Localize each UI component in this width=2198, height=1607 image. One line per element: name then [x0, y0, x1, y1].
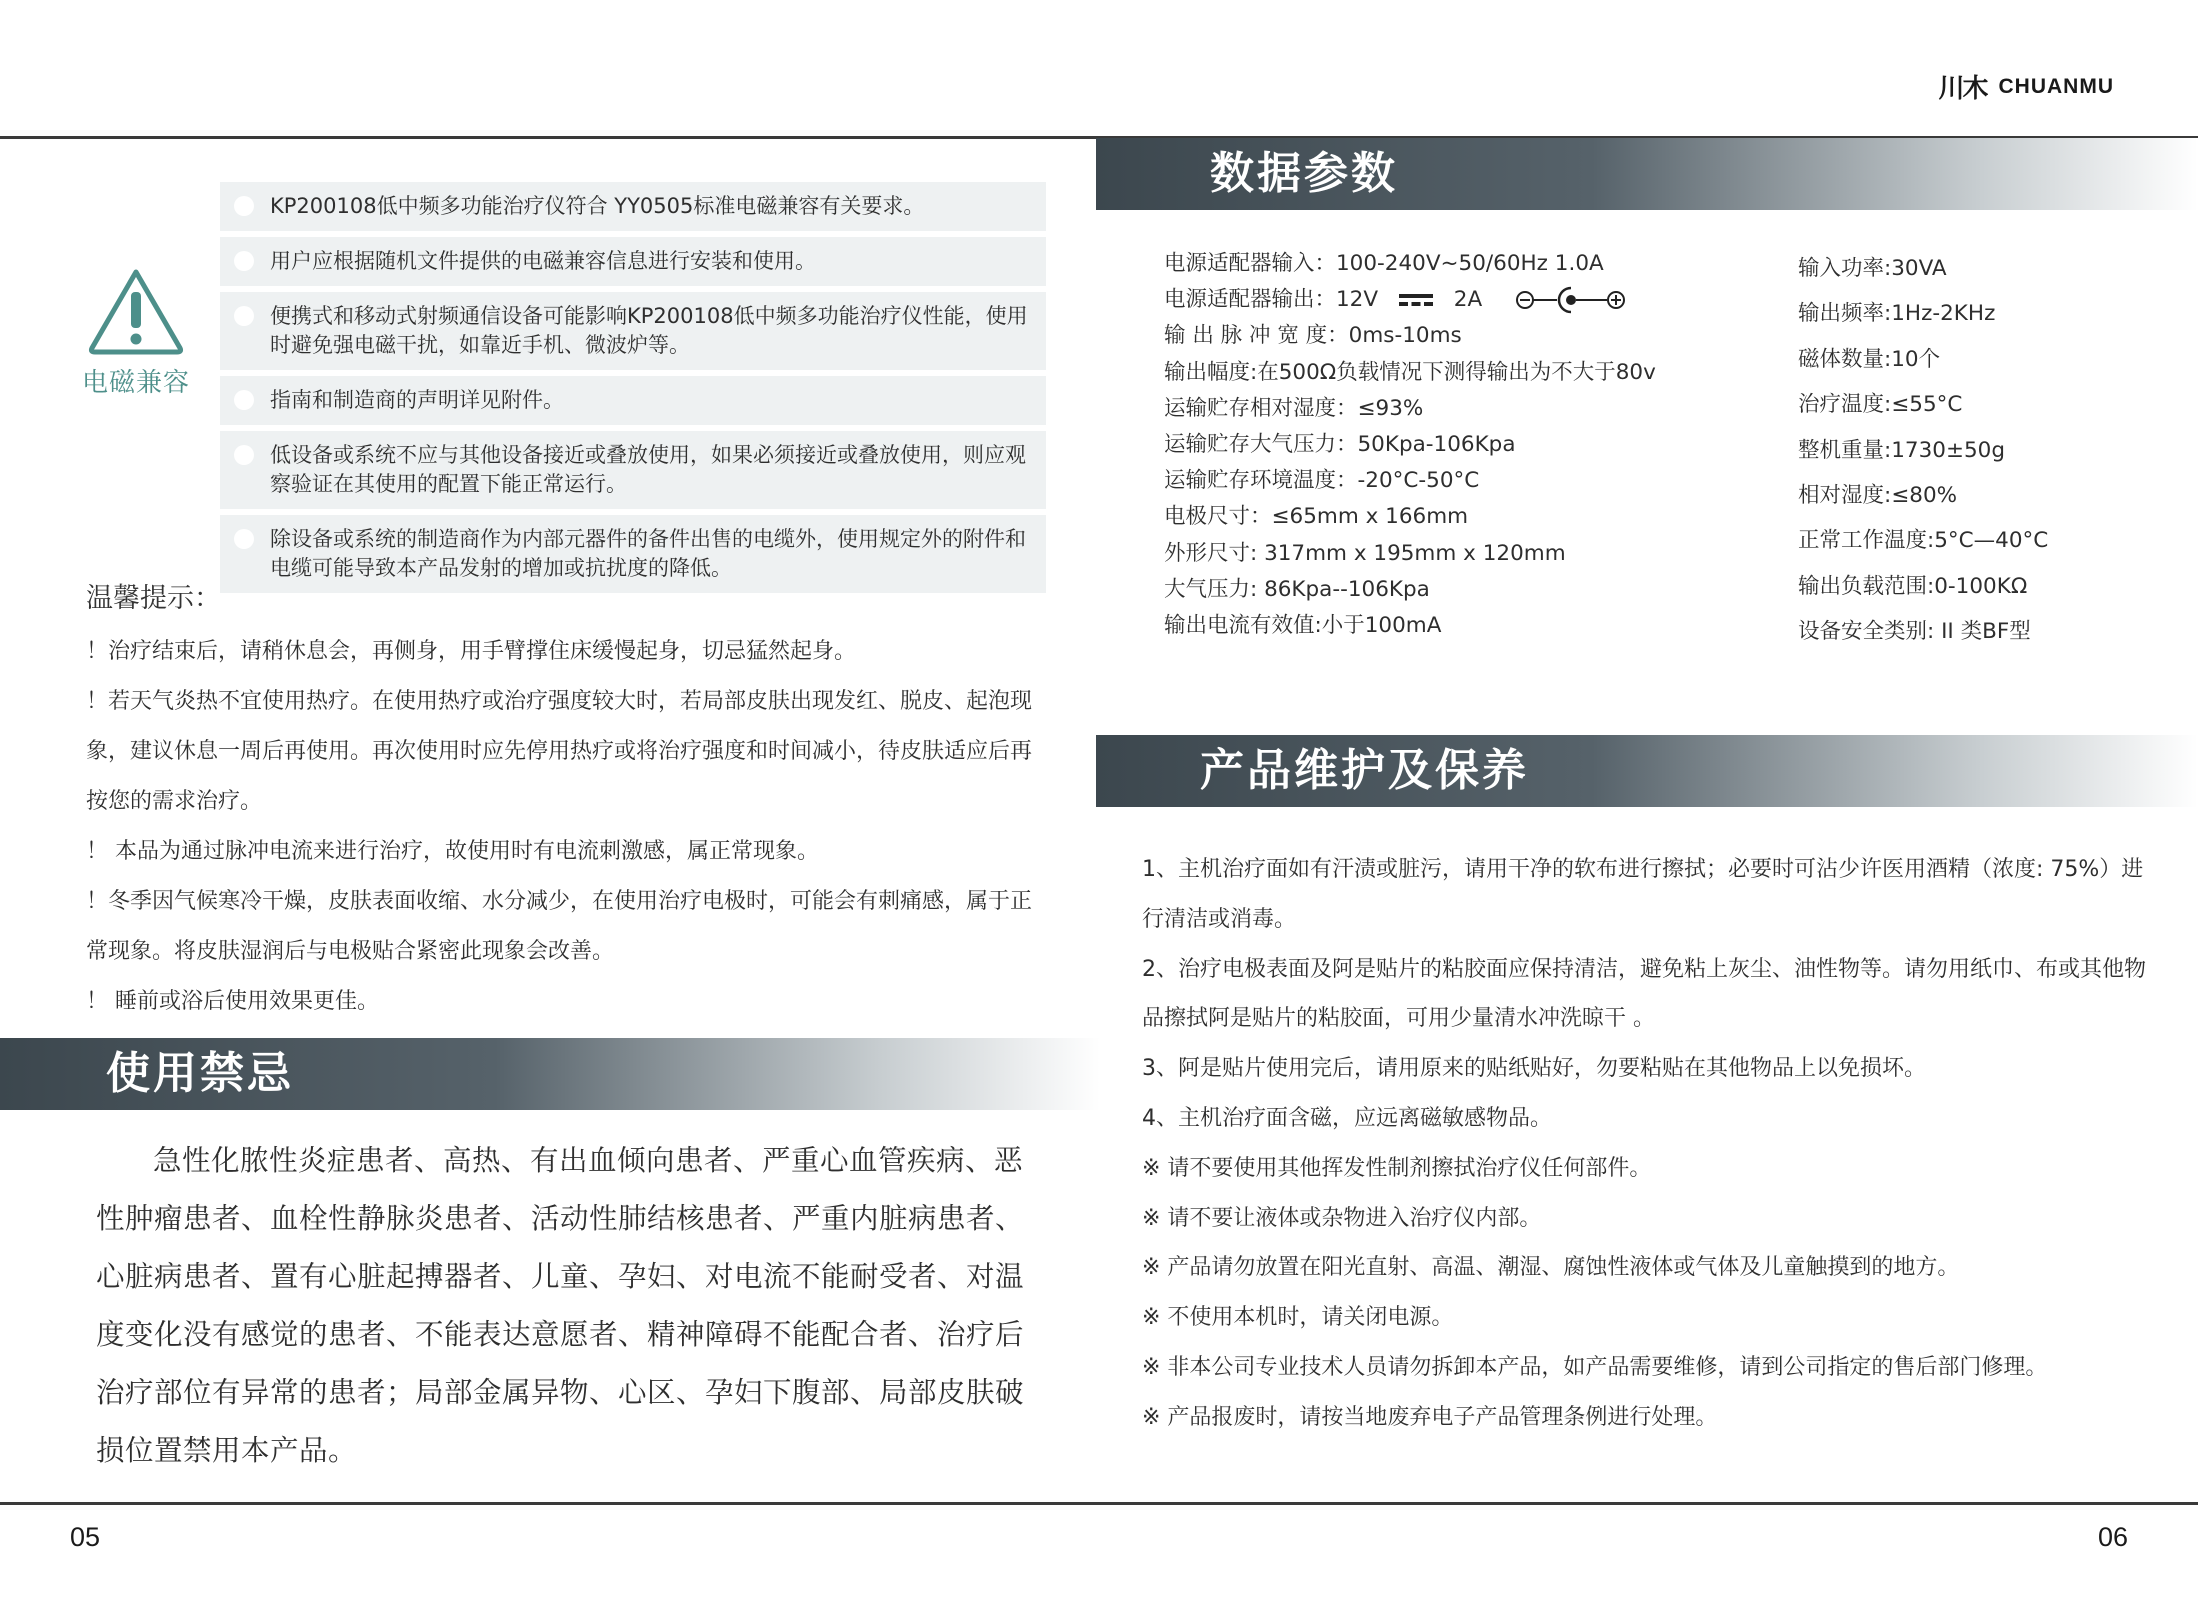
polarity-icon [1515, 285, 1627, 315]
params-left-column [1164, 246, 1724, 644]
tip-item: ！ 睡前或浴后使用效果更佳。 [86, 989, 379, 1014]
maintenance-item: 2、治疗电极表面及阿是贴片的粘胶面应保持清洁，避免粘上灰尘、油性物等。请勿用纸巾、布或其他物品擦拭阿是贴片的粘胶面，可用少量清水冲洗晾干 。 [1142, 956, 2147, 1032]
bullet-icon [234, 251, 254, 271]
tip-item: ！ 本品为通过脉冲电流来进行治疗，故使用时有电流刺激感，属正常现象。 [86, 839, 819, 864]
emc-item-text: 低设备或系统不应与其他设备接近或叠放使用，如果必须接近或叠放使用，则应观察验证在其使用的配置下能正常运行。 [270, 443, 1026, 496]
param-item: 输出幅度:在500Ω负载情况下测得输出为不大于80v [1164, 359, 1656, 385]
tip-item: ！冬季因气候寒冷干燥，皮肤表面收缩、水分减少，在使用治疗电极时，可能会有刺痛感，属于正常现象。将皮肤湿润后与电极贴合紧密此现象会改善。 [86, 889, 1033, 964]
brand-name: CHUANMU [1998, 74, 2114, 98]
maintenance-item: ※ 产品报废时，请按当地废弃电子产品管理条例进行处理。 [1142, 1404, 1718, 1430]
adapter-output-suffix: 2A [1453, 287, 1483, 313]
emc-item [220, 237, 1046, 286]
maintenance-list [1142, 845, 2152, 1443]
bullet-icon [234, 390, 254, 410]
maintenance-item: ※ 请不要使用其他挥发性制剂擦拭治疗仪任何部件。 [1142, 1155, 1652, 1181]
page-number-right: 06 [2097, 1522, 2128, 1552]
emc-item [220, 182, 1046, 231]
adapter-output-prefix: 电源适配器输出：12V [1164, 287, 1379, 313]
brand-mark: 川木 [1938, 74, 1987, 104]
param-item: 运输贮存环境温度：-20°C-50°C [1164, 468, 1480, 494]
tip-item: ！若天气炎热不宜使用热疗。在使用热疗或治疗强度较大时，若局部皮肤出现发红、脱皮、起泡现象，建议休息一周后再使用。再次使用时应先停用热疗或将治疗强度和时间减小，待皮肤适应后再按您的需求治疗。 [86, 689, 1033, 814]
param-item: 输出频率:1Hz-2KHz [1798, 301, 1996, 327]
emc-label: 电磁兼容 [81, 368, 190, 398]
param-item: 设备安全类别: II 类BF型 [1798, 619, 2031, 645]
param-item: 运输贮存大气压力：50Kpa-106Kpa [1164, 431, 1516, 457]
bullet-icon [234, 445, 254, 465]
param-item: 电极尺寸：≤65mm x 166mm [1164, 504, 1469, 530]
param-item: 外形尺寸: 317mm x 195mm x 120mm [1164, 540, 1566, 566]
bottom-divider [0, 1502, 2198, 1505]
tip-item: ！治疗结束后，请稍休息会，再侧身，用手臂撑住床缓慢起身，切忌猛然起身。 [86, 639, 857, 664]
bullet-icon [234, 196, 254, 216]
param-item: 输 出 脉 冲 宽 度：0ms-10ms [1164, 323, 1462, 349]
emc-badge [76, 266, 196, 399]
maintenance-item: ※ 不使用本机时，请关闭电源。 [1142, 1305, 1454, 1331]
data-params-header: 数据参数 [1096, 138, 2198, 210]
bullet-icon [234, 306, 254, 326]
warning-icon [86, 266, 186, 356]
param-item: 相对湿度:≤80% [1798, 482, 1958, 508]
param-item: 整机重量:1730±50g [1798, 437, 2005, 463]
maintenance-item: 1、主机治疗面如有汗渍或脏污，请用干净的软布进行擦拭；必要时可沾少许医用酒精（浓度: 75%）进行清洁或消毒。 [1142, 857, 2144, 932]
contraindications-text: 急性化脓性炎症患者、高热、有出血倾向患者、严重心血管疾病、恶性肿瘤患者、血栓性静脉炎患者、活动性肺结核患者、严重内脏病患者、心脏病患者、置有心脏起搏器者、儿童、孕妇、对电流不能耐受者、对温度变化没有感觉的患者、不能表达意愿者、精神障碍不能配合者、治疗后治疗部位有异常的患者；局部金属异物、心区、孕妇下腹部、局部皮肤破损位置禁用本产品。 [96, 1144, 1025, 1467]
page-number-left: 05 [70, 1522, 101, 1552]
param-item: 治疗温度:≤55°C [1798, 392, 1963, 418]
params-right-column [1798, 246, 2158, 655]
emc-item [220, 431, 1046, 509]
param-item: 正常工作温度:5°C—40°C [1798, 528, 2049, 554]
emc-item-text: 用户应根据随机文件提供的电磁兼容信息进行安装和使用。 [270, 249, 816, 273]
emc-list [220, 182, 1046, 599]
emc-item-text: 除设备或系统的制造商作为内部元器件的备件出售的电缆外，使用规定外的附件和电缆可能导致本产品发射的增加或抗扰度的降低。 [270, 527, 1026, 580]
contraindications-header: 使用禁忌 [0, 1038, 1100, 1110]
maintenance-item: 3、阿是贴片使用完后，请用原来的贴纸贴好，勿要粘贴在其他物品上以免损坏。 [1142, 1056, 1926, 1082]
param-item: 大气压力: 86Kpa--106Kpa [1164, 576, 1430, 602]
emc-item-text: 便携式和移动式射频通信设备可能影响KP200108低中频多功能治疗仪性能，使用时避免强电磁干扰，如靠近手机、微波炉等。 [270, 304, 1028, 357]
maintenance-item: 4、主机治疗面含磁，应远离磁敏感物品。 [1142, 1105, 1552, 1131]
brand-logo [1938, 68, 2114, 105]
maintenance-item: ※ 非本公司专业技术人员请勿拆卸本产品，如产品需要维修，请到公司指定的售后部门修理。 [1142, 1354, 2048, 1380]
emc-item-text: 指南和制造商的声明详见附件。 [270, 388, 564, 412]
param-item: 输出负载范围:0-100KΩ [1798, 573, 2028, 599]
maintenance-item: ※ 产品请勿放置在阳光直射、高温、潮湿、腐蚀性液体或气体及儿童触摸到的地方。 [1142, 1255, 1960, 1281]
tips-section [86, 576, 1036, 1027]
param-item: 输入功率:30VA [1798, 256, 1947, 281]
param-item: 电源适配器输入：100-240V~50/60Hz 1.0A [1164, 251, 1604, 276]
param-item: 磁体数量:10个 [1798, 346, 1941, 372]
bullet-icon [234, 529, 254, 549]
tips-title: 温馨提示： [86, 583, 221, 614]
emc-item-text: KP200108低中频多功能治疗仪符合 YY0505标准电磁兼容有关要求。 [270, 194, 925, 218]
dc-current-icon [1399, 292, 1433, 308]
emc-item [220, 292, 1046, 370]
param-item-adapter-output [1164, 282, 1724, 318]
emc-item [220, 376, 1046, 425]
param-item: 输出电流有效值:小于100mA [1164, 612, 1442, 638]
param-item: 运输贮存相对湿度：≤93% [1164, 395, 1424, 421]
maintenance-item: ※ 请不要让液体或杂物进入治疗仪内部。 [1142, 1205, 1542, 1231]
maintenance-header: 产品维护及保养 [1096, 735, 2198, 807]
